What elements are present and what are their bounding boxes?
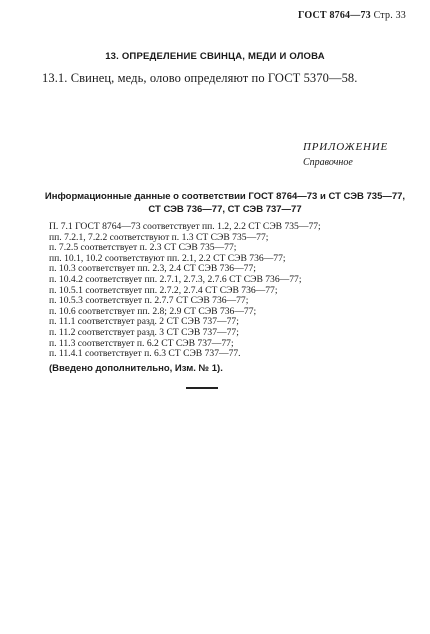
paragraph-13-1: 13.1. Свинец, медь, олово определяют по ГОСТ 5370—58. [42,71,358,85]
appendix-subtitle: Справочное [303,157,353,168]
info-title [40,190,410,216]
appendix-title: ПРИЛОЖЕНИЕ [303,141,388,153]
section-title: 13. ОПРЕДЕЛЕНИЕ СВИНЦА, МЕДИ И ОЛОВА [105,51,325,62]
list-item: п. 10.4.2 соответствует пп. 2.7.1, 2.7.3, 2.7.6 СТ СЭВ 736—77; [49,273,302,285]
info-title-line-1: Информационные данные о соответствии ГОСТ 8764—73 и СТ СЭВ 735—77, [44,191,406,202]
list-item: п. 11.1 соответствует разд. 2 СТ СЭВ 737—77; [49,316,239,328]
page-header [298,10,406,21]
list-item: п. 10.6 соответствует пп. 2.8; 2.9 СТ СЭВ 736—77; [49,305,257,317]
list-item: п. 11.3 соответствует п. 6.2 СТ СЭВ 737—77; [49,337,234,349]
standard-number: ГОСТ 8764—73 [298,10,371,21]
end-rule-divider [186,387,218,389]
list-item: п. 10.3 соответствует пп. 2.3, 2.4 СТ СЭВ 736—77; [49,263,256,275]
list-item: п. 11.2 соответствует разд. 3 СТ СЭВ 737—77; [49,326,239,338]
list-item: пп. 7.2.1, 7.2.2 соответствуют п. 1.3 СТ СЭВ 735—77; [49,231,269,243]
list-item: П. 7.1 ГОСТ 8764—73 соответствует пп. 1.2, 2.2 СТ СЭВ 735—77; [49,221,321,232]
page-number: Стр. 33 [373,10,406,21]
list-item: п. 7.2.5 соответствует п. 2.3 СТ СЭВ 735—77; [49,242,237,254]
list-item: пп. 10.1, 10.2 соответствуют пп. 2.1, 2.2 СТ СЭВ 736—77; [49,252,286,264]
list-item: п. 10.5.1 соответствует пп. 2.7.2, 2.7.4 СТ СЭВ 736—77; [49,284,278,296]
info-title-line-2: СТ СЭВ 736—77, СТ СЭВ 737—77 [148,204,302,215]
correspondence-list [49,222,409,360]
list-item: п. 11.4.1 соответствует п. 6.3 СТ СЭВ 737—77. [49,348,241,360]
list-item: п. 10.5.3 соответствует п. 2.7.7 СТ СЭВ 736—77; [49,295,249,307]
appendix-label [303,140,388,170]
amendment-note: (Введено дополнительно, Изм. № 1). [49,363,223,374]
